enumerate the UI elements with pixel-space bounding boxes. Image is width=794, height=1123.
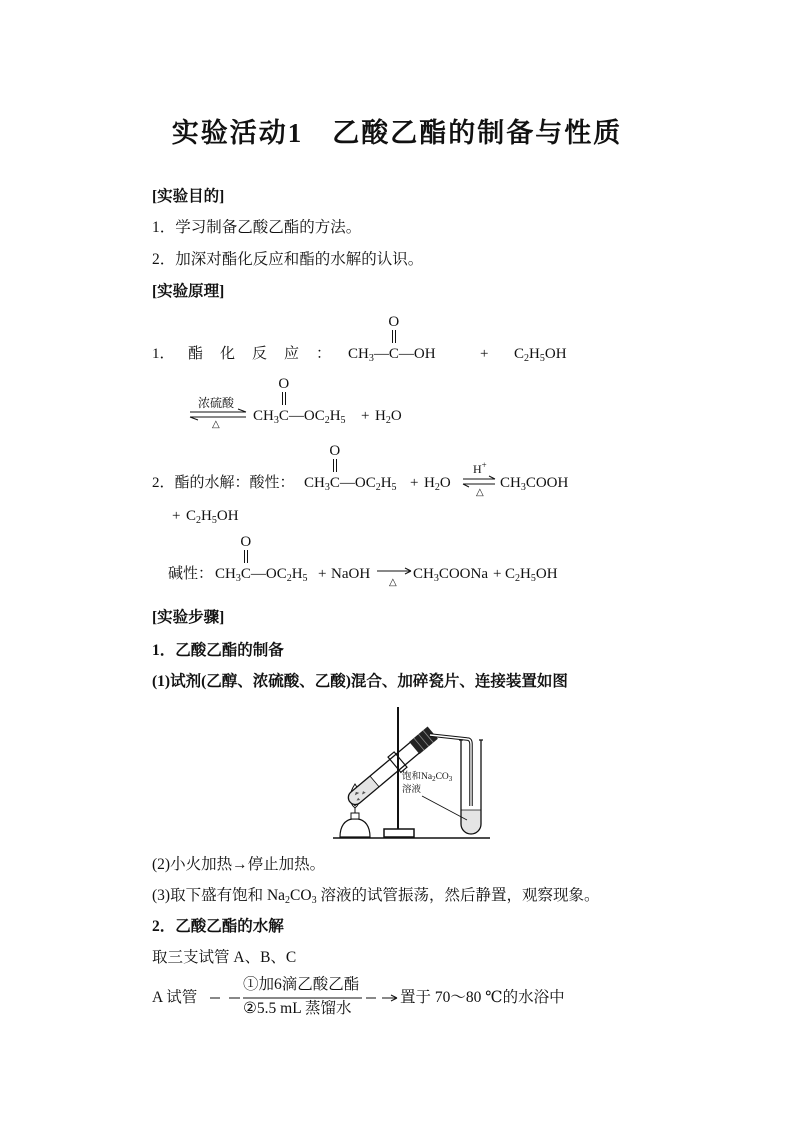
formula-text: H <box>529 346 540 362</box>
subscript: 3 <box>448 775 453 783</box>
formula-text: COOH <box>525 475 569 491</box>
heat-symbol: △ <box>476 487 484 498</box>
formula-text: CO <box>290 887 312 904</box>
carbonyl-oxygen: O <box>240 534 252 550</box>
formula-text: C <box>186 508 197 524</box>
diagram-label-line2: 溶液 <box>402 785 422 795</box>
acetic-acid-formula <box>348 314 436 364</box>
tube-a-label: A 试管 <box>152 989 198 1006</box>
subscript: 2 <box>375 482 381 493</box>
formula-text: OH <box>216 508 239 524</box>
reversible-arrow <box>463 477 495 487</box>
step-3 <box>152 886 599 906</box>
hydrolysis-label: 2．酯的水解： <box>152 475 250 491</box>
subscript: 5 <box>539 353 545 364</box>
subscript: 2 <box>286 573 292 584</box>
subscript: 2 <box>434 482 440 493</box>
purpose-item-1: 1．学习制备乙酸乙酯的方法。 <box>152 219 362 236</box>
reaction-arrow <box>377 566 411 576</box>
step-1: (1)试剂(乙醇、浓硫酸、乙酸)混合、加碎瓷片、连接装置如图 <box>152 673 568 690</box>
double-bond <box>282 392 286 405</box>
tube-a-step-add-ester: ①加6滴乙酸乙酯 <box>243 976 360 993</box>
arrow-dashes-right <box>366 995 397 1001</box>
subscript: 5 <box>391 482 397 493</box>
subscript: 2 <box>324 415 330 426</box>
subscript: 3 <box>433 573 439 584</box>
heat-symbol: △ <box>212 419 220 430</box>
carbonyl-oxygen: O <box>329 443 341 459</box>
plus-sign: + <box>172 508 181 524</box>
esterification-label: 酯化反应： <box>188 346 349 362</box>
carbon-atom: C <box>240 566 251 582</box>
subscript: 3 <box>520 482 526 493</box>
formula-text: H <box>201 508 212 524</box>
subscript: 2 <box>285 895 291 906</box>
plus-sign: + <box>410 475 419 491</box>
formula-text: C <box>514 346 525 362</box>
formula-text: CH <box>413 566 434 582</box>
formula-text: H <box>380 475 392 491</box>
acid-catalyst-label <box>473 462 487 476</box>
esterification-number: 1． <box>152 346 175 362</box>
formula-text: H <box>473 462 482 476</box>
section-heading-steps: [实验步骤] <box>152 609 225 626</box>
formula-text: —OC <box>250 566 287 582</box>
formula-text: (3)取下盛有饱和 Na <box>152 887 286 904</box>
plus-sign: + <box>318 566 327 582</box>
subscript: 2 <box>515 573 521 584</box>
formula-text: — <box>373 346 389 362</box>
hydrolysis-label-line <box>152 473 295 493</box>
stand-base <box>384 829 414 837</box>
acidic-label: 酸性： <box>249 475 295 491</box>
formula-text: O <box>390 408 402 424</box>
formula-text: CH <box>304 475 325 491</box>
ethyl-acetate-formula <box>215 534 308 584</box>
subscript: 3 <box>311 895 317 906</box>
heat-symbol: △ <box>389 577 397 588</box>
ethyl-acetate-formula <box>304 443 397 493</box>
ethyl-acetate-formula <box>253 376 346 426</box>
ethanol-formula <box>186 506 239 526</box>
formula-text: OH <box>535 566 558 582</box>
carbonyl-oxygen: O <box>278 376 290 392</box>
subscript: 5 <box>211 515 217 526</box>
arrow-line <box>377 568 411 574</box>
formula-text: 饱和Na <box>402 772 433 782</box>
double-bond <box>392 330 396 343</box>
tube-a-result: 置于 70～80 ℃的水浴中 <box>400 989 565 1006</box>
double-bond <box>333 459 337 472</box>
reaction-tube <box>344 725 440 810</box>
label-pointer-line <box>422 796 467 820</box>
alcohol-lamp-body <box>340 819 370 837</box>
formula-text: C <box>505 566 516 582</box>
formula-text: COONa <box>438 566 489 582</box>
formula-text: O <box>439 475 451 491</box>
water-formula <box>375 406 402 426</box>
formula-text: OH <box>544 346 567 362</box>
formula-text: 溶液的试管振荡，然后静置，观察现象。 <box>316 887 600 904</box>
plus-sign: + <box>361 408 370 424</box>
subscript: 3 <box>235 573 241 584</box>
subscript: 5 <box>302 573 308 584</box>
formula-text: CH <box>215 566 236 582</box>
lamp-neck <box>351 813 359 819</box>
tube-a-step-add-water: ②5.5 mL 蒸馏水 <box>243 1000 352 1017</box>
formula-text: —OC <box>288 408 325 424</box>
superscript: + <box>481 460 487 470</box>
formula-text: CO <box>435 772 449 782</box>
subscript: 5 <box>340 415 346 426</box>
carbonyl-group <box>240 534 252 584</box>
double-bond <box>244 550 248 563</box>
formula-text: H <box>329 408 341 424</box>
plus-sign: + <box>493 566 502 582</box>
formula-text: H <box>375 408 386 424</box>
formula-text: H <box>291 566 303 582</box>
carbonyl-group <box>388 314 400 364</box>
diagram-label-line1 <box>402 771 452 783</box>
formula-text: H <box>424 475 435 491</box>
basic-label: 碱性： <box>168 566 214 582</box>
purpose-item-2: 2．加深对酯化反应和酯的水解的认识。 <box>152 251 424 268</box>
acetic-acid-formula <box>500 473 568 493</box>
subscript: 2 <box>196 515 202 526</box>
subscript: 3 <box>273 415 279 426</box>
formula-text: CH <box>500 475 521 491</box>
carbonyl-group <box>278 376 290 426</box>
carbonyl-group <box>329 443 341 493</box>
formula-text: CH <box>348 346 369 362</box>
step-2: (2)小火加热→停止加热。 <box>152 856 326 873</box>
page-title: 实验活动1 乙酸乙酯的制备与性质 <box>171 118 623 148</box>
step-part1-title: 1．乙酸乙酯的制备 <box>152 642 284 659</box>
carbon-atom: C <box>329 475 340 491</box>
subscript: 2 <box>524 353 530 364</box>
section-heading-principle: [实验原理] <box>152 283 225 300</box>
section-heading-purpose: [实验目的] <box>152 188 225 205</box>
carbon-atom: C <box>278 408 289 424</box>
formula-text: —OC <box>339 475 376 491</box>
formula-text: CH <box>253 408 274 424</box>
formula-text: —OH <box>398 346 436 362</box>
sodium-acetate-formula <box>413 564 488 584</box>
water-formula <box>424 473 451 493</box>
subscript: 2 <box>432 775 436 783</box>
forward-arrow <box>190 409 246 412</box>
subscript: 2 <box>385 415 391 426</box>
forward-arrow <box>463 476 495 479</box>
ethanol-formula <box>505 564 558 584</box>
sodium-hydroxide-formula: NaOH <box>331 566 371 582</box>
subscript: 3 <box>368 353 374 364</box>
step-part2-intro: 取三支试管 A、B、C <box>152 949 297 966</box>
subscript: 5 <box>530 573 536 584</box>
carbon-atom: C <box>388 346 399 362</box>
ethanol-formula <box>514 344 567 364</box>
step-part2-title: 2．乙酸乙酯的水解 <box>152 918 284 935</box>
plus-sign: + <box>480 346 489 362</box>
subscript: 3 <box>324 482 330 493</box>
carbonyl-oxygen: O <box>388 314 400 330</box>
formula-text: H <box>520 566 531 582</box>
catalyst-label: 浓硫酸 <box>198 396 235 410</box>
